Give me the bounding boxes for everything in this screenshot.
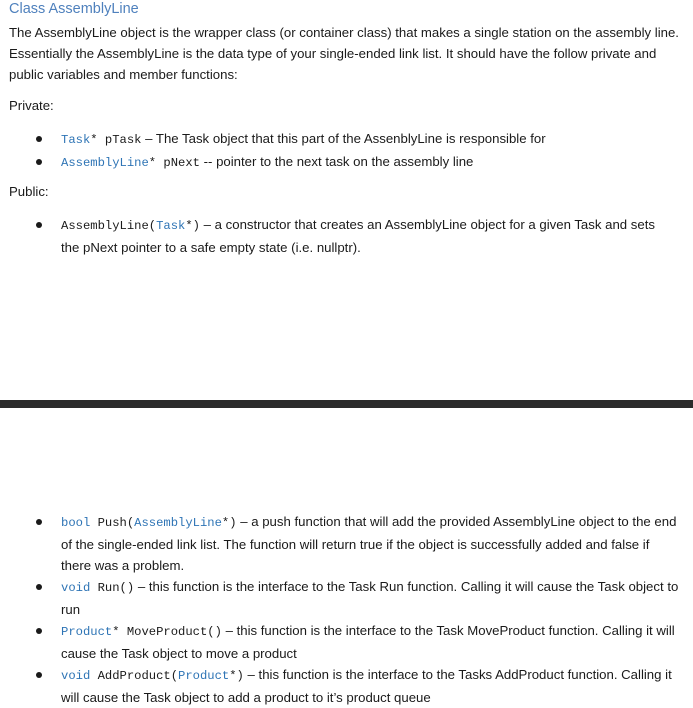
- member-code: *): [229, 669, 244, 683]
- member-description: – this function is the interface to the Task MoveProduct function. Calling it will cause the Task object to move a product: [61, 623, 675, 661]
- bullet-icon: [36, 628, 42, 634]
- bullet-icon: [36, 159, 42, 165]
- list-item: [61, 664, 681, 708]
- return-type: Product: [61, 625, 113, 639]
- member-description: – this function is the interface to the Tasks AddProduct function. Calling it will cause the Task object to add a product to it’s product queue: [61, 667, 672, 705]
- member-code: * MoveProduct(): [112, 625, 222, 639]
- member-code: * pNext: [148, 156, 200, 170]
- type-name: Task: [156, 219, 186, 233]
- type-name: Product: [178, 669, 230, 683]
- section-heading: Class AssemblyLine: [9, 1, 139, 17]
- bullet-icon: [36, 519, 42, 525]
- member-description: – a push function that will add the provided AssemblyLine object to the end of the single-ended link list. The function will return true if the object is successfully added and false if there was a problem.: [61, 514, 677, 573]
- member-code: AddProduct(: [90, 669, 179, 683]
- bullet-icon: [36, 222, 42, 228]
- private-label: Private:: [9, 98, 54, 113]
- list-item: [61, 576, 681, 620]
- list-item: [61, 214, 676, 258]
- member-code: *): [185, 219, 200, 233]
- member-code: AssemblyLine(: [61, 219, 157, 233]
- methods-list: [61, 511, 681, 708]
- return-type: void: [61, 581, 91, 595]
- public-list: [61, 214, 676, 258]
- list-item: [61, 511, 681, 576]
- public-label: Public:: [9, 184, 49, 199]
- member-description: – The Task object that this part of the AssenblyLine is responsible for: [141, 131, 546, 146]
- member-code: * pTask: [90, 133, 142, 147]
- member-code: *): [221, 516, 237, 530]
- bullet-icon: [36, 584, 42, 590]
- type-name: AssemblyLine: [134, 516, 222, 530]
- bullet-icon: [36, 136, 42, 142]
- page-divider: [0, 400, 693, 408]
- member-description: – this function is the interface to the Task Run function. Calling it will cause the Task object to run: [61, 579, 679, 617]
- type-name: AssemblyLine: [61, 156, 149, 170]
- list-item: [61, 620, 681, 664]
- return-type: bool: [61, 516, 91, 530]
- list-item: [61, 128, 681, 151]
- intro-paragraph: The AssemblyLine object is the wrapper class (or container class) that makes a single station on the assembly line. Essentially the AssemblyLine is the data type of your single-ended link list. It should have the follow private and public variables and member functions:: [9, 25, 679, 82]
- member-description: – a constructor that creates an AssemblyLine object for a given Task and sets the pNext pointer to a safe empty state (i.e. nullptr).: [61, 217, 655, 255]
- member-code: Run(): [90, 581, 135, 595]
- bullet-icon: [36, 672, 42, 678]
- type-name: Task: [61, 133, 91, 147]
- member-description: -- pointer to the next task on the assembly line: [199, 154, 474, 169]
- member-code: Push(: [90, 516, 135, 530]
- list-item: [61, 151, 681, 174]
- private-list: [61, 128, 681, 174]
- return-type: void: [61, 669, 91, 683]
